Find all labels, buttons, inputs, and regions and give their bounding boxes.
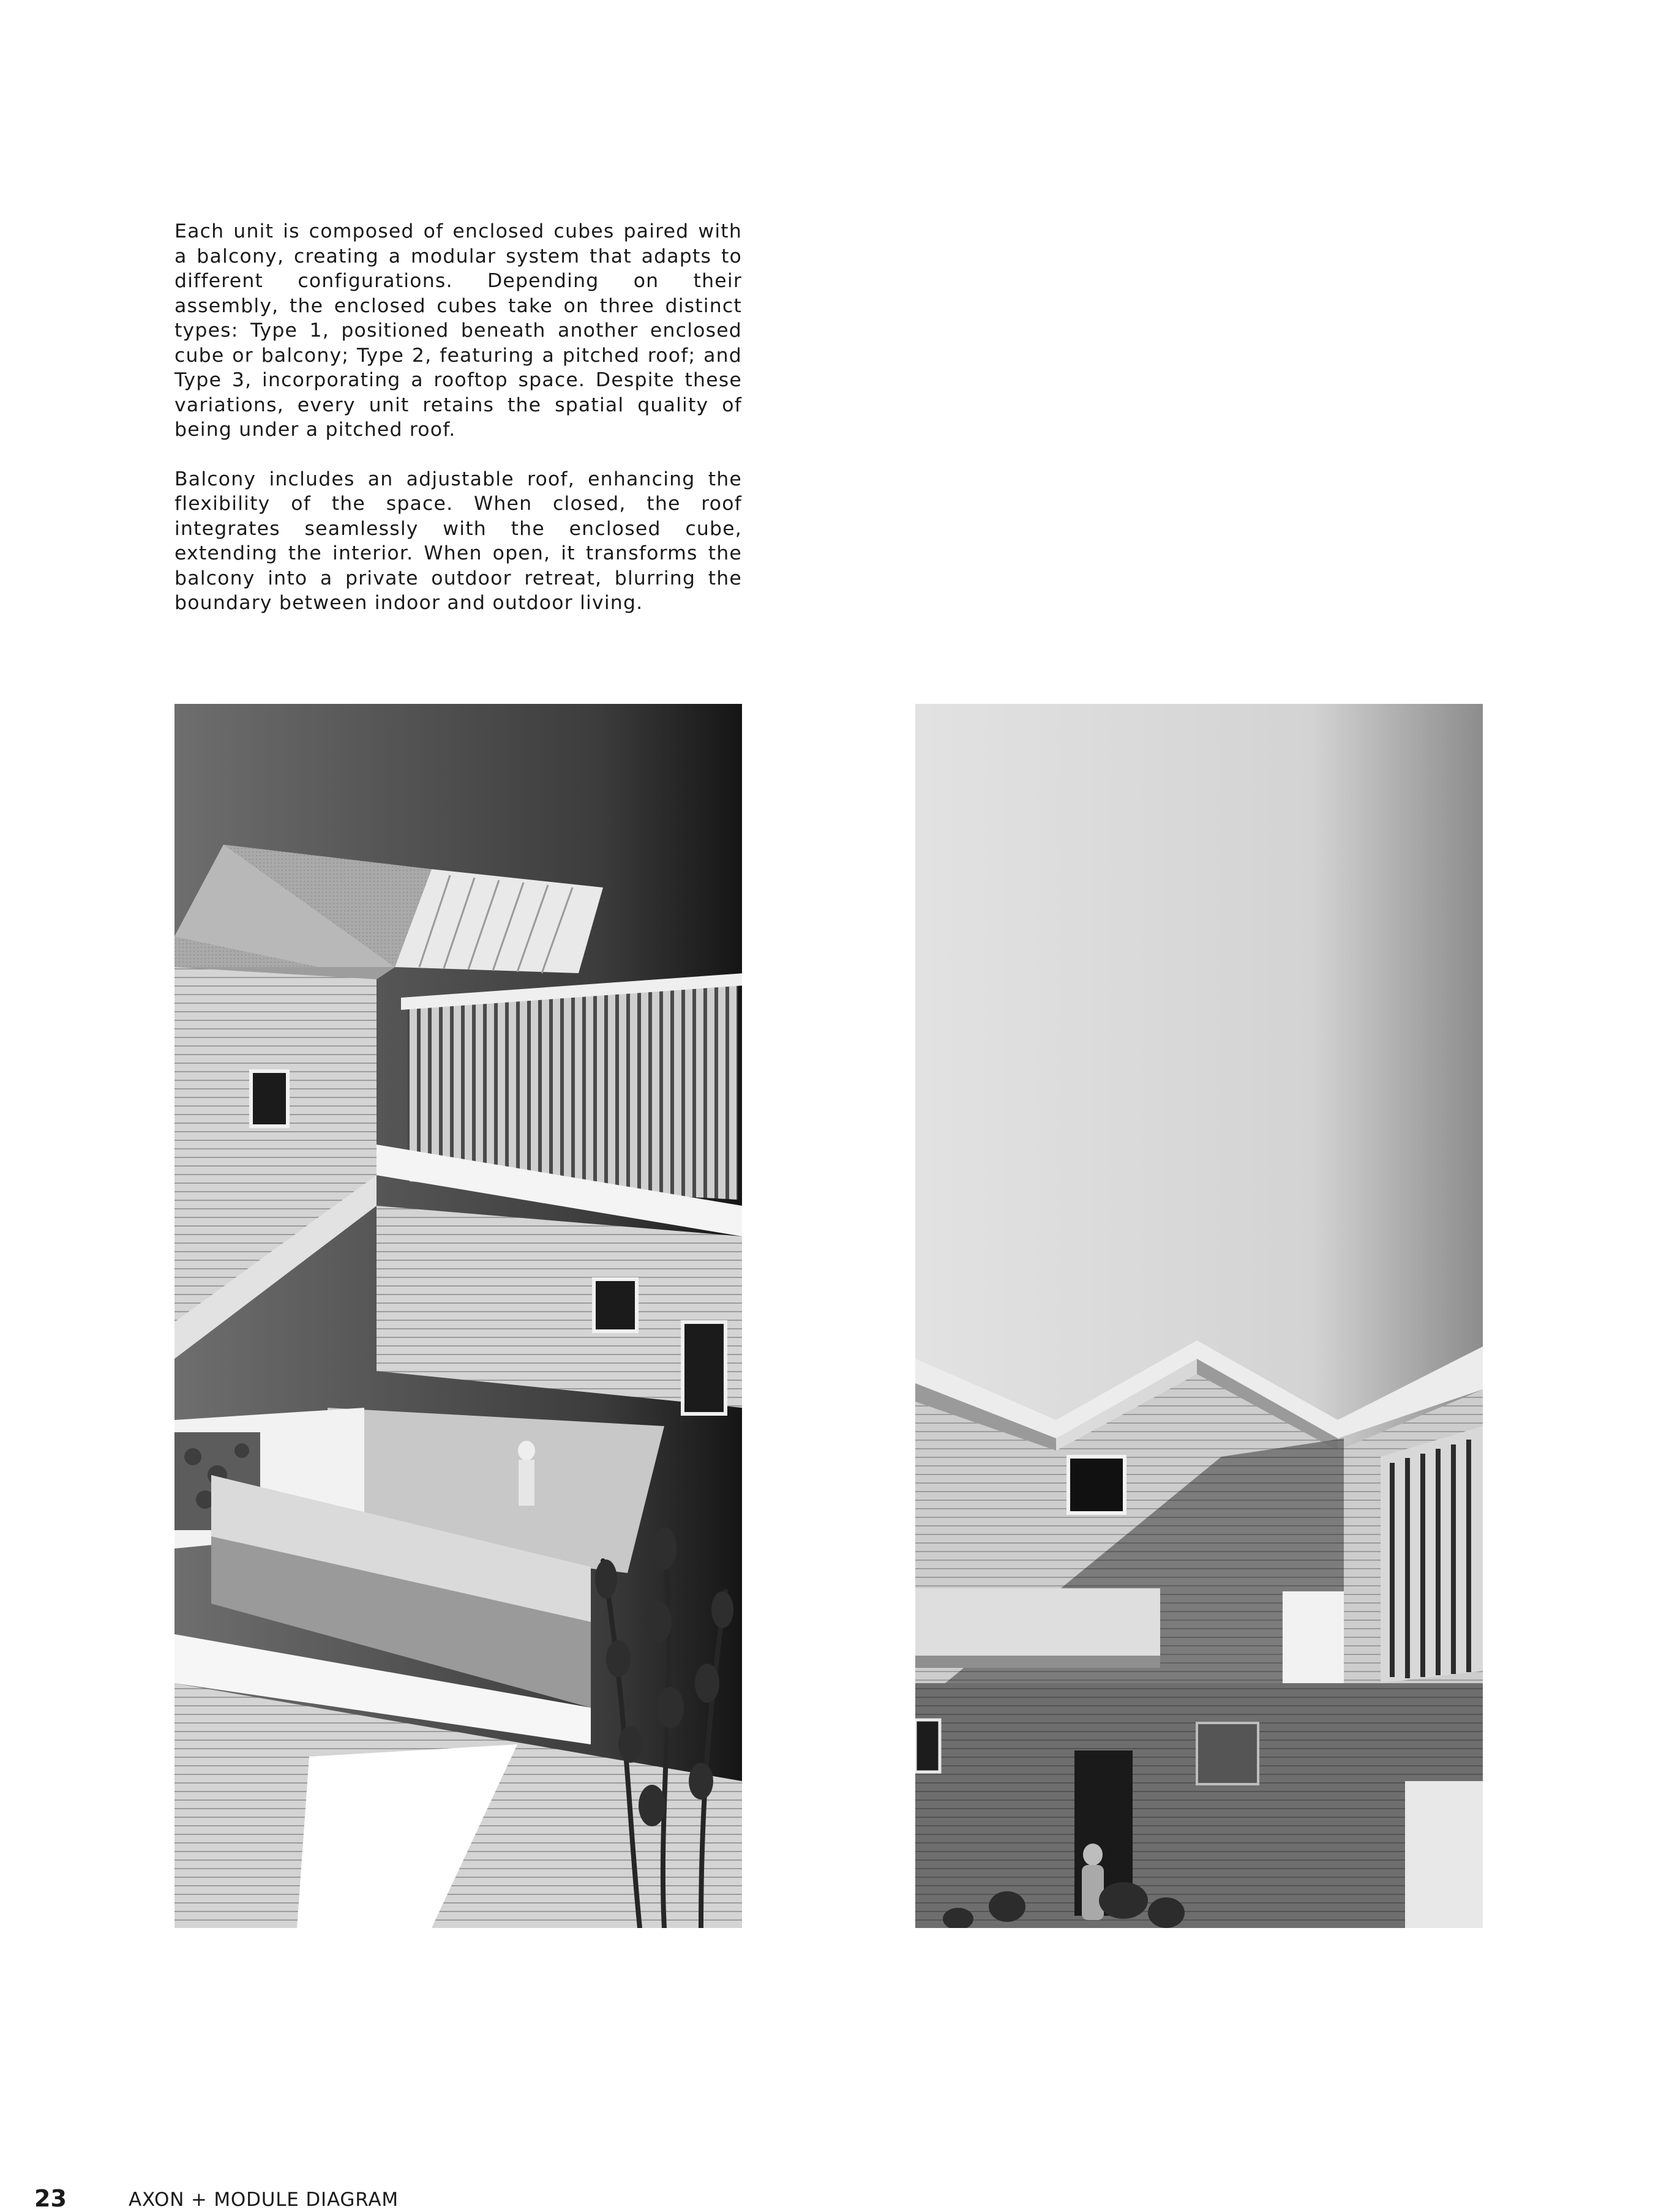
page-number: 23 [34,2185,67,2212]
section-title: AXON + MODULE DIAGRAM [129,2189,399,2211]
paragraph-balcony-roof: Balcony includes an adjustable roof, enhancing the flexibility of the space. When closed, the roof integrates seamlessly with the enclosed cube, extending the interior. When open, it transforms the balcony into a private outdoor retreat, blurring the boundary between indoor and outdoor living. [174,468,742,614]
body-text [174,219,742,640]
paragraph-unit-composition: Each unit is composed of enclosed cubes paired with a balcony, creating a modular system that adapts to different configurations. Depending on their assembly, the enclosed cubes take on three distinct types: Type 1, positioned beneath another enclosed cube or balcony; Type 2, featuring a pitched roof; and Type 3, incorporating a rooftop space. Despite these variations, every unit retains the spatial quality of being under a pitched roof. [174,220,742,441]
model-photo-aerial [174,704,742,1928]
model-photo-elevation [915,704,1483,1928]
